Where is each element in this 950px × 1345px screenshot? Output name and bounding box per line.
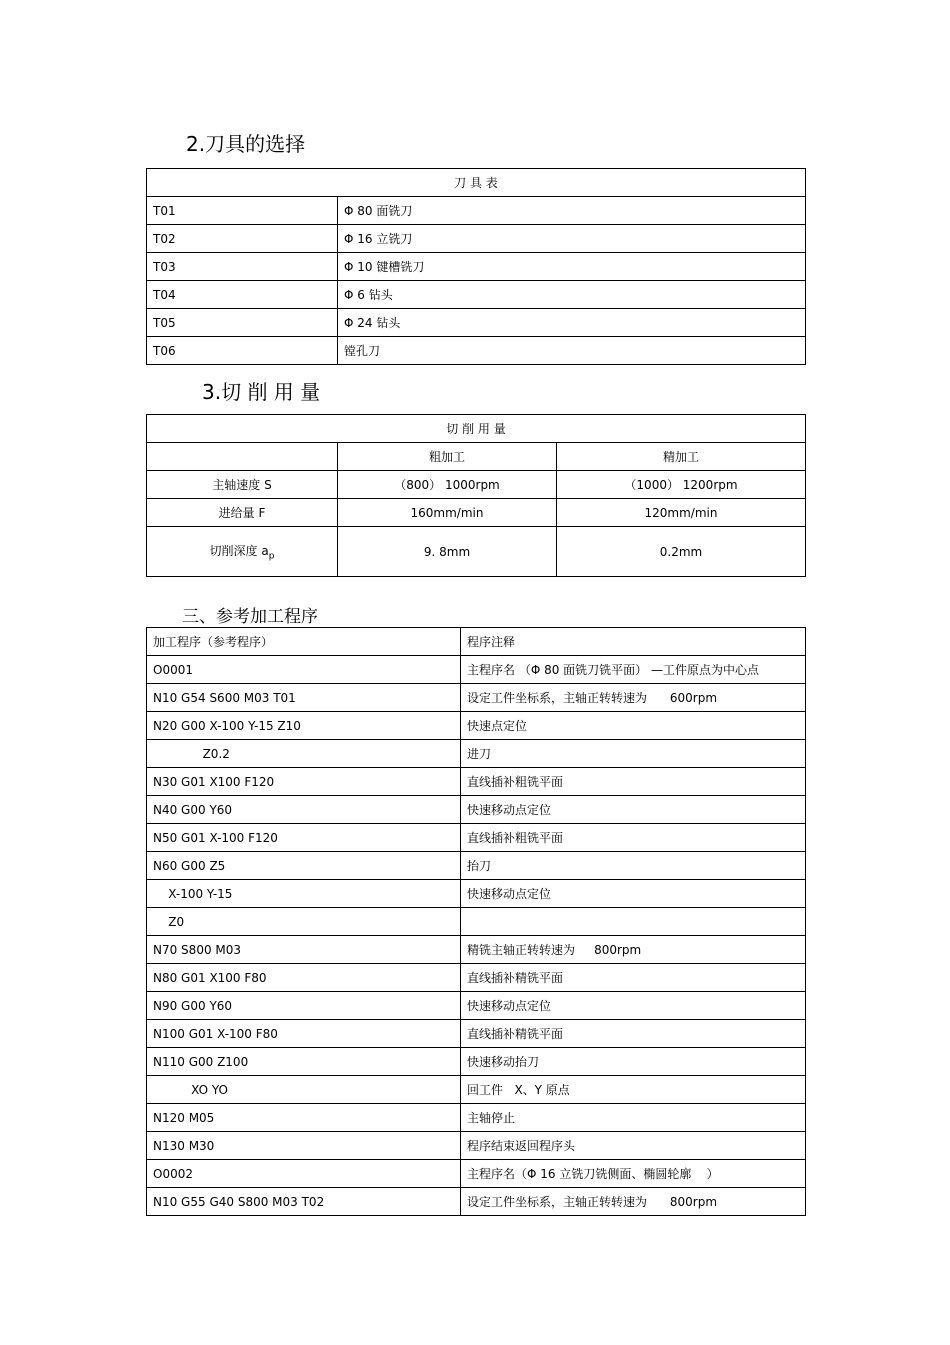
program-note: 回工件 X、Y 原点 [461,1076,806,1104]
tool-desc: Φ 16 立铣刀 [338,225,806,253]
program-table [146,627,806,1216]
program-code-header: 加工程序（参考程序） [147,628,461,656]
program-note: 设定工件坐标系，主轴正转转速为 800rpm [461,1188,806,1216]
program-note: 直线插补精铣平面 [461,1020,806,1048]
program-code: O0001 [147,656,461,684]
program-note: 主程序名 （Φ 80 面铣刀铣平面） —工件原点为中心点 [461,656,806,684]
program-code: N50 G01 X-100 F120 [147,824,461,852]
program-code: N20 G00 X-100 Y-15 Z10 [147,712,461,740]
tool-desc: Φ 6 钻头 [338,281,806,309]
param-label-text: 切削深度 a [209,543,269,558]
tool-code: T04 [147,281,338,309]
tool-selection-heading: 2.刀具的选择 [186,132,306,156]
program-code: N80 G01 X100 F80 [147,964,461,992]
program-note: 主轴停止 [461,1104,806,1132]
cutting-table [146,414,806,577]
table-row [147,225,806,253]
cutting-table-header-row [147,443,806,471]
cutting-params-heading: 3.切 削 用 量 [202,380,321,404]
param-label [147,527,338,577]
table-row [147,499,806,527]
program-code: Z0 [147,908,461,936]
program-code: N10 G55 G40 S800 M03 T02 [147,1188,461,1216]
table-row [147,471,806,499]
program-note: 主程序名（Φ 16 立铣刀铣侧面、椭圆轮廓 ） [461,1160,806,1188]
tool-code: T01 [147,197,338,225]
reference-program-heading: 三、参考加工程序 [182,607,318,627]
table-row [147,253,806,281]
table-row [147,1076,806,1104]
program-code: N120 M05 [147,1104,461,1132]
program-note: 快速移动抬刀 [461,1048,806,1076]
program-note: 设定工件坐标系，主轴正转转速为 600rpm [461,684,806,712]
program-rows [147,656,806,1216]
rough-value: 160mm/min [338,499,557,527]
table-row [147,1104,806,1132]
table-row [147,824,806,852]
table-row [147,527,806,577]
table-row [147,1020,806,1048]
tool-code: T06 [147,337,338,365]
program-note: 程序结束返回程序头 [461,1132,806,1160]
table-row [147,712,806,740]
table-row [147,1048,806,1076]
cutting-table-title-row [147,415,806,443]
table-row [147,281,806,309]
program-note: 精铣主轴正转转速为 800rpm [461,936,806,964]
table-row [147,992,806,1020]
program-note: 快速移动点定位 [461,880,806,908]
table-row [147,684,806,712]
program-note [461,908,806,936]
program-note: 进刀 [461,740,806,768]
param-label: 主轴速度 S [147,471,338,499]
table-row [147,936,806,964]
cutting-table-title: 切 削 用 量 [147,415,806,443]
tool-table-title: 刀 具 表 [147,169,806,197]
tool-table [146,168,806,365]
program-code: N70 S800 M03 [147,936,461,964]
tool-code: T03 [147,253,338,281]
table-row [147,337,806,365]
program-code: O0002 [147,1160,461,1188]
table-row [147,197,806,225]
program-note-header: 程序注释 [461,628,806,656]
program-code: N60 G00 Z5 [147,852,461,880]
finish-header: 精加工 [557,443,806,471]
program-note: 快速移动点定位 [461,796,806,824]
program-header-row [147,628,806,656]
finish-value: 0.2mm [557,527,806,577]
program-note: 直线插补粗铣平面 [461,768,806,796]
finish-value: （1000） 1200rpm [557,471,806,499]
program-code: N30 G01 X100 F120 [147,768,461,796]
table-row [147,880,806,908]
tool-code: T05 [147,309,338,337]
program-note: 直线插补精铣平面 [461,964,806,992]
program-code: Z0.2 [147,740,461,768]
program-note: 快速点定位 [461,712,806,740]
tool-desc: 镗孔刀 [338,337,806,365]
program-note: 快速移动点定位 [461,992,806,1020]
table-row [147,1132,806,1160]
program-code: N40 G00 Y60 [147,796,461,824]
table-row [147,908,806,936]
rough-header: 粗加工 [338,443,557,471]
tool-desc: Φ 24 钻头 [338,309,806,337]
table-row [147,852,806,880]
program-code: N10 G54 S600 M03 T01 [147,684,461,712]
table-row [147,740,806,768]
table-row [147,309,806,337]
program-code: N130 M30 [147,1132,461,1160]
program-note: 抬刀 [461,852,806,880]
table-row [147,768,806,796]
program-code: XO YO [147,1076,461,1104]
param-label: 进给量 F [147,499,338,527]
program-code: X-100 Y-15 [147,880,461,908]
program-code: N110 G00 Z100 [147,1048,461,1076]
table-row [147,1160,806,1188]
empty-cell [147,443,338,471]
tool-desc: Φ 80 面铣刀 [338,197,806,225]
tool-table-title-row [147,169,806,197]
tool-code: T02 [147,225,338,253]
rough-value: 9. 8mm [338,527,557,577]
program-note: 直线插补粗铣平面 [461,824,806,852]
finish-value: 120mm/min [557,499,806,527]
table-row [147,656,806,684]
program-code: N100 G01 X-100 F80 [147,1020,461,1048]
table-row [147,796,806,824]
table-row [147,1188,806,1216]
rough-value: （800） 1000rpm [338,471,557,499]
program-code: N90 G00 Y60 [147,992,461,1020]
tool-desc: Φ 10 键槽铣刀 [338,253,806,281]
table-row [147,964,806,992]
param-subscript: p [268,551,275,562]
